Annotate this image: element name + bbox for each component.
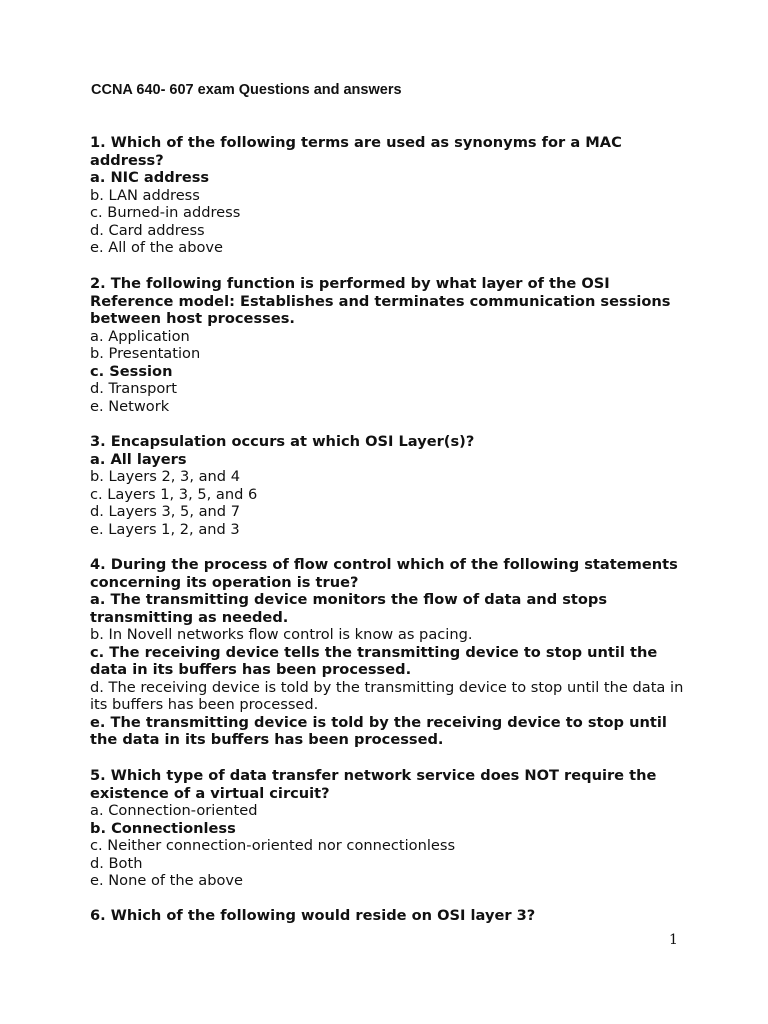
answer-option: b. LAN address [90, 186, 200, 204]
answer-option: b. In Novell networks flow control is know as pacing. [90, 626, 473, 643]
question-1 [90, 134, 690, 257]
question-3 [90, 433, 690, 538]
answer-option: e. All of the above [90, 239, 224, 256]
page-number: 1 [669, 932, 678, 948]
answer-options [90, 802, 690, 890]
question-text: 1. Which of the following terms are used as synonyms for a MAC address? [90, 134, 622, 169]
answer-option: d. Transport [90, 380, 178, 397]
question-text: 4. During the process of flow control which of the following statements concerning its operation is true? [90, 556, 678, 591]
answer-option: b. Presentation [90, 345, 201, 362]
question-text: 3. Encapsulation occurs at which OSI Layer(s)? [90, 433, 475, 450]
answer-option: c. Session [90, 362, 173, 380]
question-2 [90, 275, 690, 415]
question-5 [90, 767, 690, 890]
answer-option: a. Application [90, 327, 190, 345]
answer-option: d. Both [90, 854, 143, 872]
answer-option: a. All layers [90, 450, 187, 468]
answer-option: d. Layers 3, 5, and 7 [90, 503, 240, 520]
answer-option: d. The receiving device is told by the transmitting device to stop until the data in its buffers has been processed. [90, 678, 684, 713]
answer-options [90, 169, 690, 257]
question-text: 5. Which type of data transfer network service does NOT require the existence of a virtual circuit? [90, 767, 657, 802]
answer-option: b. Layers 2, 3, and 4 [90, 468, 240, 485]
answer-option: e. The transmitting device is told by the receiving device to stop until the data in its buffers has been processed. [90, 713, 667, 748]
answer-options [90, 328, 690, 416]
question-6 [90, 907, 690, 925]
answer-options [90, 591, 690, 749]
answer-option: d. Card address [90, 221, 205, 239]
answer-option: a. Connection-oriented [90, 802, 258, 819]
answer-option: c. Layers 1, 3, 5, and 6 [90, 485, 258, 503]
question-text: 2. The following function is performed by what layer of the OSI Reference model: Establishes and terminates communication sessions between host processes. [90, 275, 671, 327]
answer-options [90, 451, 690, 539]
document-title: CCNA 640- 607 exam Questions and answers [91, 82, 402, 98]
answer-option: b. Connectionless [90, 819, 236, 837]
answer-option: e. None of the above [90, 872, 244, 889]
answer-option: c. Burned-in address [90, 204, 241, 221]
answer-option: c. The receiving device tells the transmitting device to stop until the data in its buffers has been processed. [90, 643, 658, 678]
answer-option: e. Layers 1, 2, and 3 [90, 520, 240, 538]
answer-option: e. Network [90, 397, 170, 415]
answer-option: c. Neither connection-oriented nor connectionless [90, 837, 456, 854]
answer-option: a. The transmitting device monitors the flow of data and stops transmitting as needed. [90, 591, 608, 626]
answer-option: a. NIC address [90, 169, 210, 186]
question-4 [90, 556, 690, 749]
question-text: 6. Which of the following would reside on OSI layer 3? [90, 907, 536, 924]
